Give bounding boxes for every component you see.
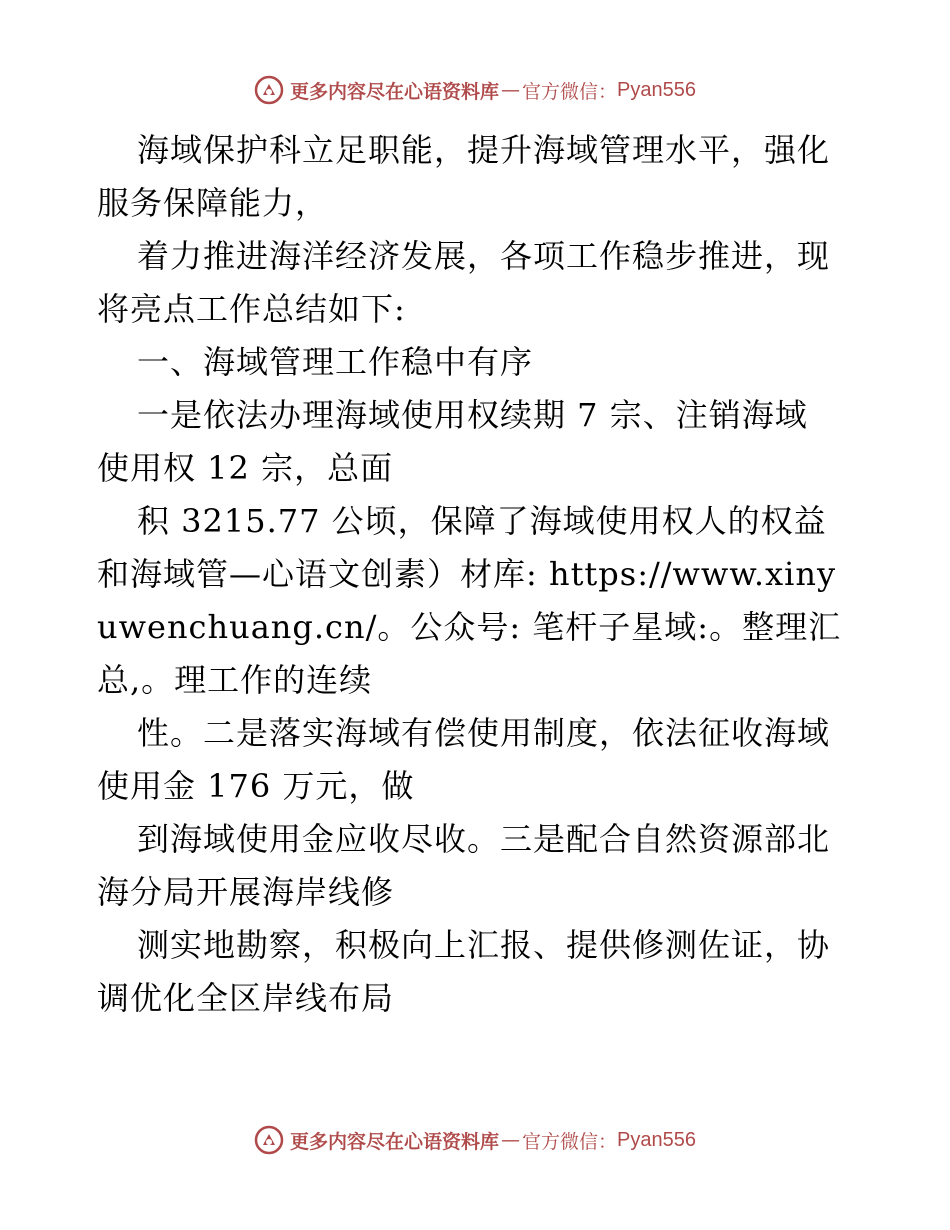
header-banner-separator: — [501,79,521,101]
header-wechat-label: 官方微信： [522,80,618,103]
body-line: 一是依法办理海域使用权续期 7 宗、注销海域 [137,396,808,434]
header-banner-title: 更多内容尽在心语资料库 [290,80,500,103]
header-banner [0,70,950,110]
footer-banner-title: 更多内容尽在心语资料库 [290,1130,500,1153]
document-body [97,124,857,1025]
body-line: 海域保护科立足职能，提升海域管理水平，强化 [137,131,831,169]
footer-banner [0,1120,950,1160]
body-line: 使用金 176 万元，做 [97,767,415,805]
body-line: 调优化全区岸线布局 [97,979,395,1017]
section-heading: 一、海域管理工作稳中有序 [137,343,534,381]
body-line: 到海域使用金应收尽收。三是配合自然资源部北 [137,820,831,858]
body-line: 服务保障能力， [97,184,329,222]
body-line: 和海域管—心语文创素）材库: https://www.xiny [97,555,837,593]
body-line: 总,。理工作的连续 [97,661,373,699]
seal-logo-icon [254,75,284,105]
body-line: 使用权 12 宗，总面 [97,449,394,487]
header-wechat-id: Pyan556 [617,78,696,101]
footer-wechat-id: Pyan556 [617,1128,696,1151]
body-line: 积 3215.77 公顷，保障了海域使用权人的权益 [137,502,827,540]
body-line: 着力推进海洋经济发展，各项工作稳步推进，现 [137,237,831,275]
body-line: 测实地勘察，积极向上汇报、提供修测佐证，协 [137,926,831,964]
body-line: 将亮点工作总结如下: [97,290,406,328]
footer-banner-separator: — [501,1129,521,1151]
body-line: uwenchuang.cn/。公众号: 笔杆子星域:。整理汇 [97,608,842,646]
footer-wechat-label: 官方微信： [522,1130,618,1153]
body-line: 海分局开展海岸线修 [97,873,395,911]
seal-logo-icon [254,1125,284,1155]
body-line: 性。二是落实海域有偿使用制度，依法征收海域 [137,714,831,752]
